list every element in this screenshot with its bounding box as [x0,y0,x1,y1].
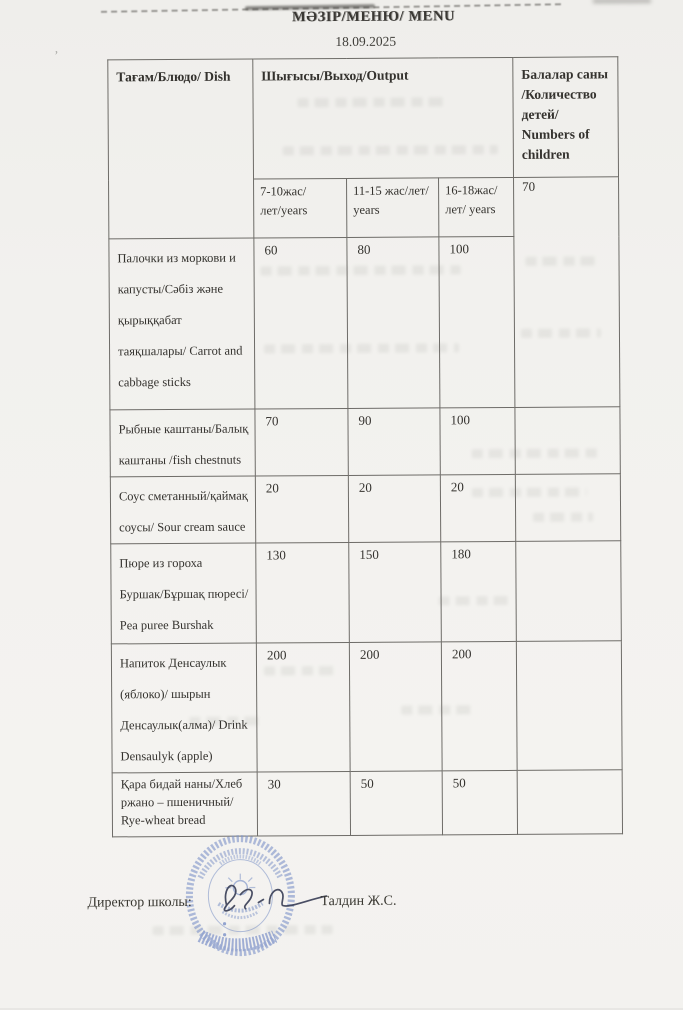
output-value: 130 [256,542,350,643]
output-value: 20 [255,475,348,543]
menu-date: 18.09.2025 [24,32,683,52]
output-value: 60 [254,237,348,409]
dish-name: Рыбные каштаны/Балық каштаны /fish chestnuts [110,409,255,477]
output-value: 20 [440,474,515,541]
age-group-7-10: 7-10жас/лет/years [254,178,347,238]
children-column-header: Балалар саны /Количество детей/ Numbers of children [513,57,619,178]
output-value: 20 [348,475,440,543]
age-group-16-18: 16-18жас/лет/ years [439,177,514,236]
children-count-value: 70 [514,177,620,408]
table-row [111,641,622,773]
output-value: 90 [348,408,440,476]
output-value: 100 [440,407,515,474]
dish-name: Соус сметанный/қаймақ соусы/ Sour cream sauce [110,476,255,544]
children-cell-empty [516,541,622,642]
dish-name: Напиток Денсаулык (яблоко)/ шырын Денсаулык(алма)/ Drink Densaulyk (apple) [111,643,257,773]
dish-name: Қара бидай наны/Хлеб ржано – пшеничный/ Rye-wheat bread [112,772,257,837]
output-value: 80 [347,237,440,409]
children-cell-empty [516,641,622,771]
output-value: 30 [257,771,350,836]
dish-name: Пюре из гороха Буршак/Бұршақ пюресі/ Pea puree Burshak [111,543,257,644]
output-value: 200 [256,642,350,772]
menu-table [107,56,623,837]
page-title: МӘЗІР/МЕНЮ/ MENU [32,7,683,28]
output-value: 180 [441,541,517,641]
table-row [110,474,620,544]
dish-column-header: Тағам/Блюдо/ Dish [108,59,254,239]
director-signature [214,872,329,921]
output-value: 200 [441,641,517,770]
output-value: 50 [350,771,442,836]
output-value: 70 [255,408,348,476]
children-cell-empty [515,474,620,542]
table-row [111,541,622,644]
age-group-11-15: 11-15 жас/лет/ years [347,178,439,238]
dish-name: Палочки из моркови и капусты/Сәбіз және қырыққабат таяқшалары/ Carrot and cabbage sticks [109,238,255,410]
children-cell-empty [517,770,622,835]
table-row [110,407,620,477]
output-value: 200 [349,642,442,772]
stray-ink-mark: ’ [54,48,58,64]
output-value: 50 [442,770,517,834]
scan-edge-smudge [593,0,651,3]
table-row [112,770,622,837]
children-cell-empty [515,407,620,475]
director-name: Талдин Ж.С. [320,894,396,910]
director-label: Директор школы: [87,895,191,912]
output-column-header: Шығысы/Выход/Output [253,57,514,179]
output-value: 150 [349,542,442,643]
output-value: 100 [439,236,515,407]
